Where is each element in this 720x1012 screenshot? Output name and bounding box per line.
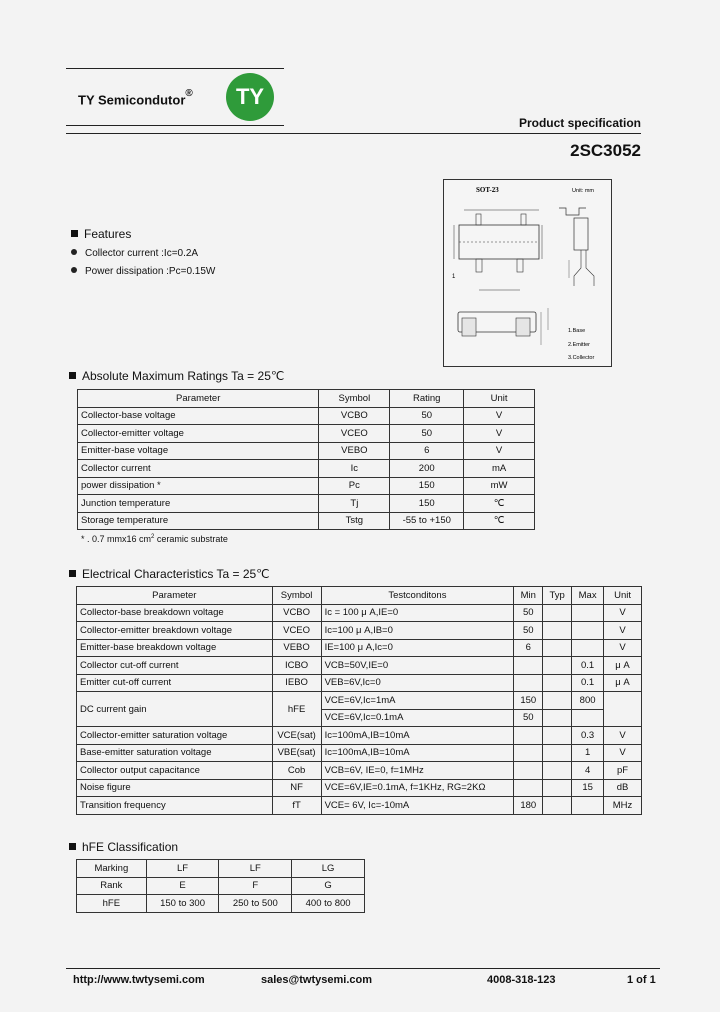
table-cell: Collector cut-off current xyxy=(77,657,273,675)
table-cell: V xyxy=(464,425,535,443)
table-row xyxy=(78,425,535,443)
sot23-outline-drawing xyxy=(444,180,611,366)
pin-name-2: 2.Emitter xyxy=(568,342,591,348)
table-cell xyxy=(543,657,572,675)
table-cell: 1 xyxy=(572,744,604,762)
table-cell: 250 to 500 xyxy=(219,895,292,913)
table-cell: ℃ xyxy=(464,512,535,530)
table-cell xyxy=(543,779,572,797)
col-header: Parameter xyxy=(78,390,319,408)
table-cell: 50 xyxy=(390,425,464,443)
table-header-row xyxy=(78,390,535,408)
table-cell: Transition frequency xyxy=(77,797,273,815)
col-header: Typ xyxy=(543,587,572,605)
table-cell: 150 xyxy=(514,692,543,710)
table-cell xyxy=(572,709,604,727)
bullet-icon xyxy=(71,249,77,255)
table-cell xyxy=(543,762,572,780)
table-cell: Junction temperature xyxy=(78,495,319,513)
table-row xyxy=(77,692,642,710)
product-spec-label: Product specification xyxy=(518,116,641,130)
pin-name-3: 3.Collector xyxy=(568,355,595,361)
abs-max-body xyxy=(78,407,535,530)
table-cell: VCE=6V,Ic=1mA xyxy=(321,692,514,710)
table-cell: Collector-base voltage xyxy=(78,407,319,425)
table-cell: MHz xyxy=(604,797,642,815)
features-heading: Features xyxy=(71,227,131,241)
bullet-icon xyxy=(71,267,77,273)
footer-email[interactable]: sales@twtysemi.com xyxy=(261,974,372,986)
section-square-icon xyxy=(69,372,76,379)
header-top-rule xyxy=(66,68,284,69)
table-row xyxy=(77,797,642,815)
table-cell xyxy=(604,692,642,727)
elec-body xyxy=(77,604,642,814)
package-name: SOT-23 xyxy=(476,186,499,194)
table-cell: VCE=6V,IE=0.1mA, f=1KHz, RG=2KΩ xyxy=(321,779,514,797)
table-cell: Collector current xyxy=(78,460,319,478)
table-cell: 6 xyxy=(390,442,464,460)
table-cell: E xyxy=(146,877,219,895)
table-cell xyxy=(514,762,543,780)
table-cell: Tstg xyxy=(319,512,390,530)
table-cell: VCE= 6V, Ic=-10mA xyxy=(321,797,514,815)
table-cell: Ic=100mA,IB=10mA xyxy=(321,727,514,745)
table-cell: V xyxy=(464,407,535,425)
abs-max-heading: Absolute Maximum Ratings Ta = 25℃ xyxy=(69,369,284,383)
table-cell: Marking xyxy=(77,860,147,878)
abs-max-table xyxy=(77,389,535,530)
table-cell: 180 xyxy=(514,797,543,815)
table-cell: μ A xyxy=(604,657,642,675)
elec-table xyxy=(76,586,642,815)
table-cell: Emitter cut-off current xyxy=(77,674,273,692)
table-cell: V xyxy=(604,727,642,745)
abs-max-footnote: * . 0.7 mmx16 $cm^2$ ceramic substrate xyxy=(81,534,228,544)
package-drawing xyxy=(443,179,612,367)
table-cell xyxy=(572,622,604,640)
table-cell: IE=100 μ A,Ic=0 xyxy=(321,639,514,657)
table-cell: Tj xyxy=(319,495,390,513)
header-bottom-rule xyxy=(66,125,284,126)
table-cell: Emitter-base breakdown voltage xyxy=(77,639,273,657)
table-cell: V xyxy=(464,442,535,460)
table-cell: Base-emitter saturation voltage xyxy=(77,744,273,762)
feature-item: Collector current :Ic=0.2A xyxy=(71,248,198,259)
table-cell: Ic xyxy=(319,460,390,478)
table-cell xyxy=(514,744,543,762)
col-header: Min xyxy=(514,587,543,605)
table-header-row xyxy=(77,587,642,605)
table-cell: VCEO xyxy=(272,622,321,640)
table-cell: Ic = 100 μ A,IE=0 xyxy=(321,604,514,622)
table-cell: 150 xyxy=(390,495,464,513)
footer-url[interactable]: http://www.twtysemi.com xyxy=(73,974,205,986)
table-cell: LF xyxy=(146,860,219,878)
table-cell: 15 xyxy=(572,779,604,797)
table-cell: 400 to 800 xyxy=(292,895,365,913)
table-cell: VEBO xyxy=(272,639,321,657)
dc-gain-param: DC current gain xyxy=(77,692,273,727)
col-header: Max xyxy=(572,587,604,605)
table-cell: Cob xyxy=(272,762,321,780)
table-cell: -55 to +150 xyxy=(390,512,464,530)
table-row xyxy=(77,622,642,640)
table-cell: VCB=50V,IE=0 xyxy=(321,657,514,675)
table-cell xyxy=(543,709,572,727)
table-cell: mA xyxy=(464,460,535,478)
table-cell: VEBO xyxy=(319,442,390,460)
table-cell: VCEO xyxy=(319,425,390,443)
table-row xyxy=(77,779,642,797)
table-row xyxy=(78,512,535,530)
table-row xyxy=(77,877,365,895)
col-header: Symbol xyxy=(272,587,321,605)
dc-gain-symbol: hFE xyxy=(272,692,321,727)
table-cell: LF xyxy=(219,860,292,878)
section-square-icon xyxy=(71,230,78,237)
table-cell: 0.1 xyxy=(572,674,604,692)
table-row xyxy=(78,460,535,478)
table-cell xyxy=(572,797,604,815)
table-cell xyxy=(514,657,543,675)
table-cell: power dissipation * xyxy=(78,477,319,495)
table-cell: VCE(sat) xyxy=(272,727,321,745)
table-cell xyxy=(543,744,572,762)
table-cell: 150 to 300 xyxy=(146,895,219,913)
table-cell: Ic=100mA,IB=10mA xyxy=(321,744,514,762)
col-header: Testconditons xyxy=(321,587,514,605)
col-header: Rating xyxy=(390,390,464,408)
table-cell: dB xyxy=(604,779,642,797)
table-cell: V xyxy=(604,604,642,622)
table-cell: G xyxy=(292,877,365,895)
pin-name-1: 1.Base xyxy=(568,328,586,334)
table-cell: 0.3 xyxy=(572,727,604,745)
table-cell: μ A xyxy=(604,674,642,692)
table-cell: NF xyxy=(272,779,321,797)
unit-label: Unit: mm xyxy=(572,188,594,194)
table-cell: 50 xyxy=(514,709,543,727)
table-row xyxy=(77,895,365,913)
table-cell: Collector-emitter voltage xyxy=(78,425,319,443)
table-cell: LG xyxy=(292,860,365,878)
table-cell: Collector-base breakdown voltage xyxy=(77,604,273,622)
col-header: Symbol xyxy=(319,390,390,408)
part-number: 2SC3052 xyxy=(570,141,641,160)
table-row xyxy=(78,495,535,513)
col-header: Unit xyxy=(604,587,642,605)
table-row xyxy=(77,674,642,692)
table-cell: Storage temperature xyxy=(78,512,319,530)
col-header: Parameter xyxy=(77,587,273,605)
table-cell xyxy=(543,797,572,815)
table-cell xyxy=(514,779,543,797)
table-cell xyxy=(543,604,572,622)
table-cell: 4 xyxy=(572,762,604,780)
table-cell xyxy=(543,674,572,692)
table-row xyxy=(77,604,642,622)
table-cell: 50 xyxy=(390,407,464,425)
table-cell: VCBO xyxy=(272,604,321,622)
table-cell xyxy=(514,727,543,745)
elec-heading: Electrical Characteristics Ta = 25℃ xyxy=(69,567,270,581)
table-row xyxy=(78,407,535,425)
footer-rule xyxy=(66,968,660,969)
section-square-icon xyxy=(69,843,76,850)
table-row xyxy=(78,477,535,495)
table-row xyxy=(77,657,642,675)
table-cell: V xyxy=(604,622,642,640)
table-cell: 50 xyxy=(514,622,543,640)
table-cell: Emitter-base voltage xyxy=(78,442,319,460)
table-cell xyxy=(543,622,572,640)
company-name: TY Semicondutor® xyxy=(78,88,193,108)
table-cell: Pc xyxy=(319,477,390,495)
section-square-icon xyxy=(69,570,76,577)
table-cell: 200 xyxy=(390,460,464,478)
hfe-body xyxy=(77,860,365,913)
table-cell: 800 xyxy=(572,692,604,710)
pin1-label: 1 xyxy=(452,274,456,280)
table-cell: Noise figure xyxy=(77,779,273,797)
table-cell xyxy=(572,604,604,622)
table-cell: hFE xyxy=(77,895,147,913)
feature-item: Power dissipation :Pc=0.15W xyxy=(71,266,215,277)
table-row xyxy=(77,744,642,762)
ty-logo: TY xyxy=(226,73,274,121)
table-cell: VCBO xyxy=(319,407,390,425)
col-header: Unit xyxy=(464,390,535,408)
table-row xyxy=(77,639,642,657)
table-cell xyxy=(514,674,543,692)
table-cell: V xyxy=(604,744,642,762)
table-cell: 0.1 xyxy=(572,657,604,675)
table-cell: 150 xyxy=(390,477,464,495)
table-cell xyxy=(543,692,572,710)
table-cell: Collector output capacitance xyxy=(77,762,273,780)
table-row xyxy=(77,860,365,878)
table-cell: F xyxy=(219,877,292,895)
hfe-heading: hFE Classification xyxy=(69,840,178,854)
table-cell: V xyxy=(604,639,642,657)
table-cell xyxy=(543,639,572,657)
header-full-rule xyxy=(66,133,641,134)
table-cell: VBE(sat) xyxy=(272,744,321,762)
table-row xyxy=(78,442,535,460)
table-cell: pF xyxy=(604,762,642,780)
table-cell: Collector-emitter breakdown voltage xyxy=(77,622,273,640)
table-row xyxy=(77,762,642,780)
table-cell: Ic=100 μ A,IB=0 xyxy=(321,622,514,640)
table-cell: 50 xyxy=(514,604,543,622)
footer-phone: 4008-318-123 xyxy=(487,974,556,986)
table-cell: IEBO xyxy=(272,674,321,692)
table-cell: Rank xyxy=(77,877,147,895)
table-cell: ICBO xyxy=(272,657,321,675)
footer-page: 1 of 1 xyxy=(627,974,656,986)
table-cell: Collector-emitter saturation voltage xyxy=(77,727,273,745)
table-cell: 6 xyxy=(514,639,543,657)
table-row xyxy=(77,727,642,745)
table-cell: ℃ xyxy=(464,495,535,513)
table-cell xyxy=(572,639,604,657)
table-cell: VEB=6V,Ic=0 xyxy=(321,674,514,692)
table-cell: mW xyxy=(464,477,535,495)
table-cell: VCB=6V, IE=0, f=1MHz xyxy=(321,762,514,780)
table-cell xyxy=(543,727,572,745)
table-cell: VCE=6V,Ic=0.1mA xyxy=(321,709,514,727)
table-cell: fT xyxy=(272,797,321,815)
hfe-table xyxy=(76,859,365,913)
